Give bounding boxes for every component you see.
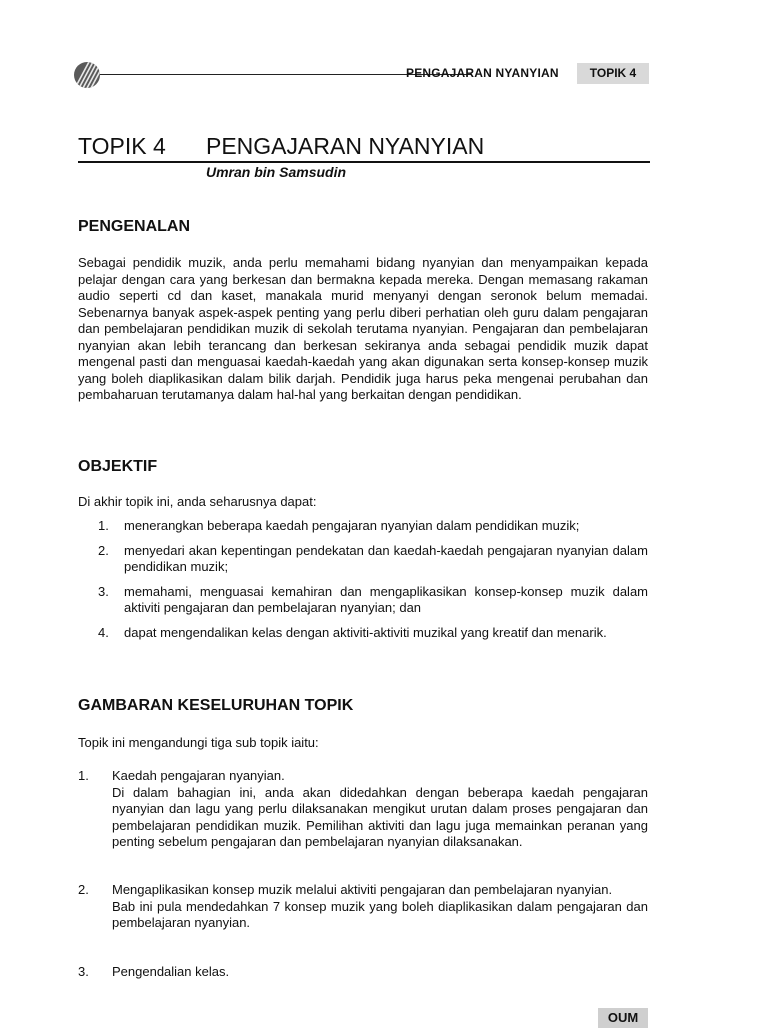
objectives-heading: OBJEKTIF — [78, 458, 158, 475]
objective-text: menyedari akan kepentingan pendekatan dan kaedah-kaedah pengajaran nyanyian dalam pendidikan muzik; — [124, 542, 648, 574]
objective-number: 1. — [98, 518, 109, 533]
subtopic-item — [78, 964, 648, 981]
subtopic-description: Bab ini pula mendedahkan 7 konsep muzik yang boleh diaplikasikan dalam pengajaran dan pembelajaran nyanyian. — [112, 898, 648, 930]
overview-heading: GAMBARAN KESELURUHAN TOPIK — [78, 697, 354, 714]
objective-text: menerangkan beberapa kaedah pengajaran nyanyian dalam pendidikan muzik; — [124, 518, 580, 533]
header-topic-badge: TOPIK 4 — [577, 63, 649, 84]
author-name: Umran bin Samsudin — [206, 164, 347, 180]
objective-number: 2. — [98, 542, 109, 558]
objective-item — [78, 625, 648, 642]
objective-item — [78, 584, 648, 617]
objectives-list — [78, 518, 648, 641]
intro-heading: PENGENALAN — [78, 218, 191, 235]
intro-paragraph: Sebagai pendidik muzik, anda perlu memahami bidang nyanyian dan menyampaikan kepada pelajar dengan cara yang berkesan dan bermakna kepada mereka. Dengan memasang rakaman audio seperti cd dan kaset, manakala murid menyanyi dengan seronok belum memadai. Sebenarnya banyak aspek-aspek penting yang perlu diberi perhatian oleh guru dalam pengajaran dan pembelajaran pendidikan muzik di sekolah terutama nyanyian. Pengajaran dan pembelajaran nyanyian akan lebih terancang dan berkesan sekiranya anda sebagai pendidik muzik dapat mengenal pasti dan menguasai kaedah-kaedah yang akan digunakan serta konsep-konsep muzik yang boleh diaplikasikan dalam bilik darjah. Pendidik juga harus peka mengenai perubahan dan pembaharuan terutamanya dalam hal-hal yang berkaitan dengan pendidikan. — [78, 255, 648, 402]
objectives-lead: Di akhir topik ini, anda seharusnya dapat: — [78, 494, 317, 509]
topic-number: TOPIK 4 — [78, 133, 166, 159]
header-title: PENGAJARAN NYANYIAN — [406, 66, 559, 80]
subtopic-title: Pengendalian kelas. — [112, 964, 230, 979]
subtopic-description: Di dalam bahagian ini, anda akan didedahkan dengan beberapa kaedah pengajaran nyanyian dan lagu yang perlu dilaksanakan mengikut urutan dalam proses pengajaran dan pembelajaran pendidikan muzik. Pemilihan aktiviti dan lagu juga memainkan peranan yang penting sebelum pengajaran dan pembelajaran nyanyian dilaksanakan. — [112, 784, 648, 849]
striped-globe-icon — [72, 60, 102, 90]
objective-text: dapat mengendalikan kelas dengan aktiviti-aktiviti muzikal yang kreatif dan menarik. — [124, 624, 607, 640]
objective-number: 4. — [98, 624, 109, 640]
running-header — [72, 60, 650, 88]
subtopic-item — [78, 882, 648, 932]
subtopic-item — [78, 768, 648, 851]
subtopic-title: Kaedah pengajaran nyanyian. — [112, 768, 285, 783]
objective-text: memahami, menguasai kemahiran dan mengaplikasikan konsep-konsep muzik dalam aktiviti pengajaran dan pembelajaran nyanyian; dan — [124, 583, 648, 615]
objective-item — [78, 518, 648, 535]
subtopic-number: 1. — [78, 768, 89, 783]
topic-title: PENGAJARAN NYANYIAN — [206, 133, 485, 159]
subtopic-number: 2. — [78, 882, 89, 897]
subtopic-title: Mengaplikasikan konsep muzik melalui aktiviti pengajaran dan pembelajaran nyanyian. — [112, 882, 613, 897]
oum-badge: OUM — [598, 1008, 648, 1028]
topic-title-row — [78, 133, 650, 163]
objective-number: 3. — [98, 583, 109, 599]
subtopic-number: 3. — [78, 964, 89, 979]
objective-item — [78, 543, 648, 576]
overview-lead: Topik ini mengandungi tiga sub topik iaitu: — [78, 735, 319, 750]
